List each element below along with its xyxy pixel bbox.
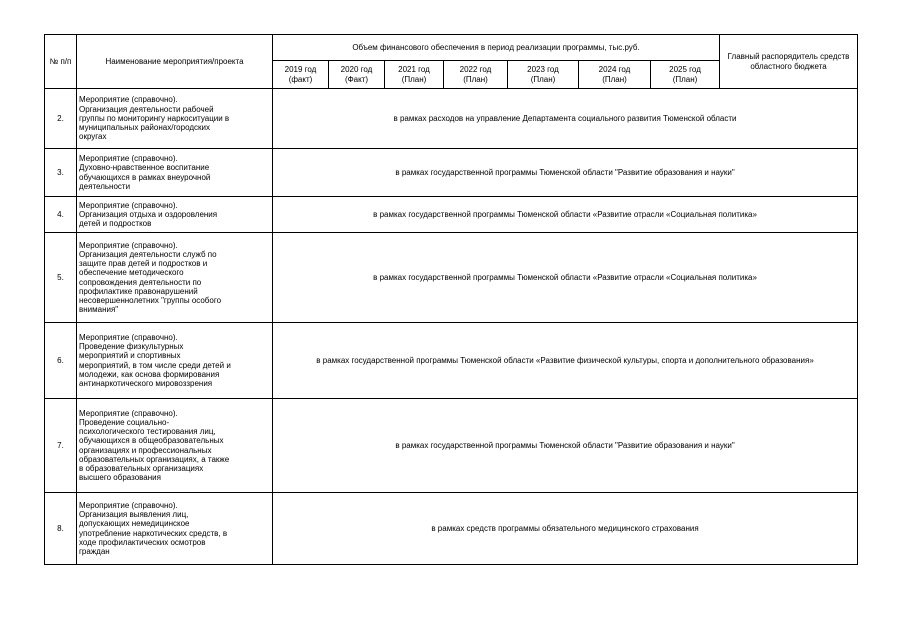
header-year [329,61,385,89]
row-activity-name [77,399,273,493]
activity-name-line: высшего образования [79,473,161,483]
row-funding-source: в рамках средств программы обязательного медицинского страхования [273,493,858,565]
activity-name-line: Организация деятельности служб по [79,249,217,259]
activity-name-line: группы по мониторингу наркоситуации в [79,113,230,123]
header-year-label: 2020 год [340,65,373,75]
header-year-label: 2024 год [598,65,631,75]
row-number: 3. [45,149,77,197]
table-row [45,89,858,149]
header-funding: Объем финансового обеспечения в период реализации программы, тыс.руб. [273,35,720,61]
row-funding-source: в рамках государственной программы Тюменской области "Развитие образования и науки" [273,149,858,197]
activity-name-line: допускающих немедицинское [79,519,190,529]
activity-name-line: внимания" [79,305,119,315]
table-row [45,149,858,197]
activity-name-line: Мероприятие (справочно). [79,500,178,510]
row-funding-source: в рамках государственной программы Тюменской области «Развитие отрасли «Социальная политика» [273,233,858,323]
activity-name-line: Мероприятие (справочно). [79,154,178,164]
header-year-label: 2025 год [669,65,701,75]
header-year [651,61,720,89]
activity-name-line: употребление наркотических средств, в [79,528,228,538]
row-number: 5. [45,233,77,323]
header-year-type: (План) [530,74,556,84]
activity-name-line: Организация выявления лиц, [79,510,189,520]
table-row [45,493,858,565]
row-activity-name [77,89,273,149]
row-number: 4. [45,197,77,233]
activity-name-line: ходе профилактических осмотров [79,537,206,547]
activity-name-line: Мероприятие (справочно). [79,95,178,105]
header-year-type: (План) [602,74,627,84]
activity-name-line: сопровождения деятельности по [79,277,202,287]
activity-name-line: образовательных организациях, а также [79,454,230,464]
header-year-type: (факт) [288,74,313,84]
row-activity-name [77,149,273,197]
activity-name-line: мероприятий, в том числе среди детей и [79,360,231,370]
activity-name-line: защите прав детей и подростков и [79,259,208,269]
table-row [45,197,858,233]
header-year [444,61,508,89]
row-funding-source: в рамках государственной программы Тюменской области «Развитие отрасли «Социальная политика» [273,197,858,233]
activity-name-line: мероприятий и спортивных [79,351,181,361]
row-activity-name [77,197,273,233]
table-row [45,323,858,399]
header-name: Наименование мероприятия/проекта [77,35,273,89]
header-year [508,61,579,89]
header-year-type: (План) [672,74,698,84]
table-row [45,399,858,493]
table-body [45,89,858,565]
funding-table [44,34,858,565]
header-year-label: 2023 год [527,65,559,75]
header-year-type: (План) [463,74,488,84]
activity-name-line: округах [79,132,107,142]
activity-name-line: обучающихся в общеобразовательных [79,436,224,446]
activity-name-line: обеспечение методического [79,268,184,278]
activity-name-line: профилактике правонарушений [79,286,198,296]
row-number: 7. [45,399,77,493]
activity-name-line: антинаркотического мировоззрения [79,378,213,388]
activity-name-line: Мероприятие (справочно). [79,332,178,342]
header-year-label: 2021 год [398,65,430,75]
activity-name-line: Мероприятие (справочно). [79,200,178,210]
header-year [273,61,329,89]
activity-name-line: детей и подростков [79,219,152,229]
activity-name-line: Проведение социально- [79,417,170,427]
activity-name-line: Организация отдыха и оздоровления [79,209,218,219]
activity-name-line: психологического тестирования лиц, [79,427,216,437]
activity-name-line: муниципальных районах/городских [79,123,210,133]
activity-name-line: Мероприятие (справочно). [79,240,178,250]
header-year-type: (План) [401,74,427,84]
activity-name-line: Организация деятельности рабочей [79,104,214,114]
row-funding-source: в рамках государственной программы Тюменской области «Развитие физической культуры, спорта и дополнительного образования» [273,323,858,399]
row-number: 6. [45,323,77,399]
activity-name-line: в образовательных организациях [79,463,204,473]
activity-name-line: организациях и профессиональных [79,445,212,455]
header-year-label: 2022 год [459,65,492,75]
table-header [45,35,858,89]
row-number: 2. [45,89,77,149]
header-year-type: (Факт) [344,74,369,84]
activity-name-line: Мероприятие (справочно). [79,408,178,418]
activity-name-line: несовершеннолетних "группы особого [79,295,222,305]
activity-name-line: обучающихся в рамках внеурочной [79,172,211,182]
activity-name-line: деятельности [79,181,131,191]
header-main-distributor: Главный распорядитель средств областного бюджета [720,35,858,89]
row-activity-name [77,323,273,399]
header-year-label: 2019 год [284,65,317,75]
activity-name-line: Духовно-нравственное воспитание [79,163,210,173]
row-number: 8. [45,493,77,565]
row-funding-source: в рамках расходов на управление Департамента социального развития Тюменской области [273,89,858,149]
activity-name-line: молодежи, как основа формирования [79,369,220,379]
activity-name-line: граждан [79,546,110,556]
row-activity-name [77,233,273,323]
header-num: № п/п [45,35,77,89]
header-year [579,61,651,89]
row-funding-source: в рамках государственной программы Тюменской области "Развитие образования и науки" [273,399,858,493]
table-row [45,233,858,323]
row-activity-name [77,493,273,565]
activity-name-line: Проведение физкультурных [79,342,184,352]
header-year [385,61,444,89]
